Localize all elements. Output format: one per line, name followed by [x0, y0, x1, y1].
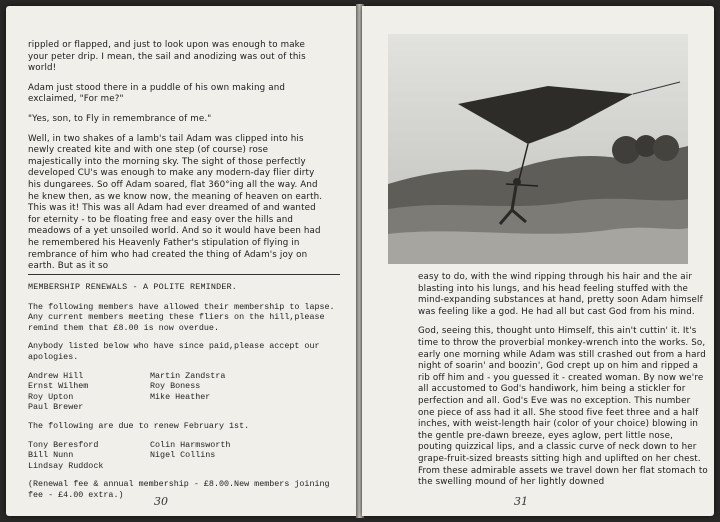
fee-note: (Renewal fee & annual membership - £8.00.New members joining fee - £4.00 extra.) — [28, 479, 330, 500]
lapsed-members-list — [28, 371, 342, 413]
due-column-2 — [150, 440, 342, 472]
page-number: 30 — [154, 495, 168, 508]
member-name: Paul Brewer — [28, 402, 84, 413]
lapsed-column-2 — [150, 371, 342, 413]
due-renewal-intro: The following are due to renew February 1st. — [28, 420, 250, 431]
left-page — [6, 6, 358, 516]
membership-apology: Anybody listed below who have since paid,please accept our apologies. — [28, 341, 320, 362]
story-continued-right — [418, 272, 708, 497]
membership-renewals-notice — [28, 282, 342, 509]
member-name: Lindsay Ruddock — [28, 460, 104, 471]
hang-glider-photo-icon — [388, 34, 688, 264]
story-paragraph: "Yes, son, to Fly in remembrance of me." — [28, 113, 212, 124]
membership-heading: MEMBERSHIP RENEWALS - A POLITE REMINDER. — [28, 282, 238, 292]
story-paragraph: God, seeing this, thought unto Himself, this ain't cuttin' it. It's time to throw the proverbial monkey-wrench into the works. So, early one morning while Adam was still crashed out from a hard night of soarin' and boozin', God crept up on him and ripped a rib off him and - you guessed it - created woman. By now we're all accustomed to God's handiwork, him being a stickler for perfection and all. God's Eve was no exception. This number one piece of ass had it all. She stood five feet three and a half inches, with weist-length hair (color of your choice) blowing in the gentle pre-dawn breeze, eyes aglow, pert little nose, pouting quizzical lips, and a classic curve of neck down to her grape-fruit-sized breasts sitting high and uplifted on her chest. From these admirable assets we travel down her flat stomach to the swelling mound of her lightly downed — [418, 326, 708, 488]
due-column-1 — [28, 440, 150, 472]
member-name: Roy Upton — [28, 391, 74, 402]
story-continued-left — [28, 40, 324, 281]
story-paragraph: easy to do, with the wind ripping through his hair and the air blasting into his lungs, and his head feeling stuffed with the mind-expanding substances at hand, pretty soon Adam himself was feeling like a god. He had all but cast God from his mind. — [418, 272, 703, 317]
pilot-head — [513, 178, 521, 186]
lapsed-column-1 — [28, 371, 150, 413]
membership-intro: The following members have allowed their membership to lapse. Any current members meeting these fliers on the hill,please remind them that £8.00 is now overdue. — [28, 301, 335, 333]
hang-glider-photo-svg — [388, 34, 688, 264]
due-members-list — [28, 440, 342, 472]
page-number: 31 — [514, 495, 528, 508]
section-divider — [28, 274, 340, 275]
story-paragraph: Well, in two shakes of a lamb's tail Adam was clipped into his newly created kite and with one step (of course) rose majestically into the morning sky. The sight of those perfectly developed CU's was enough to make any modern-day flier dirty his dungarees. So off Adam soared, flat 360°ing all the way. And he knew then, as we know now, the meaning of heaven on earth. This was it! This was all Adam had ever dreamed of and wanted for eternity - to be floating free and easy over the hills and meadows of a yet unsoiled world. And so it would have been had he remembered his Heavenly Father's stipulation of flying in rembrance of him who had created the thing of Adam's joy on earth. But as it so — [28, 133, 323, 272]
right-page — [362, 6, 714, 516]
member-name: Martin Zandstra — [150, 370, 226, 381]
member-name: Mike Heather — [150, 391, 211, 402]
member-name: Ernst Wilhem — [28, 381, 89, 392]
member-name: Andrew Hill — [28, 370, 84, 381]
bush — [653, 135, 679, 161]
story-paragraph: rippled or flapped, and just to look upon was enough to make your peter drip. I mean, the sail and anodizing was out of this world! — [28, 40, 306, 74]
story-paragraph: Adam just stood there in a puddle of his own making and exclaimed, "For me?" — [28, 82, 286, 105]
member-name: Nigel Collins — [150, 450, 216, 461]
member-name: Roy Boness — [150, 381, 201, 392]
member-name: Bill Nunn — [28, 450, 74, 461]
member-name: Tony Beresford — [28, 439, 99, 450]
member-name: Colin Harmsworth — [150, 439, 231, 450]
